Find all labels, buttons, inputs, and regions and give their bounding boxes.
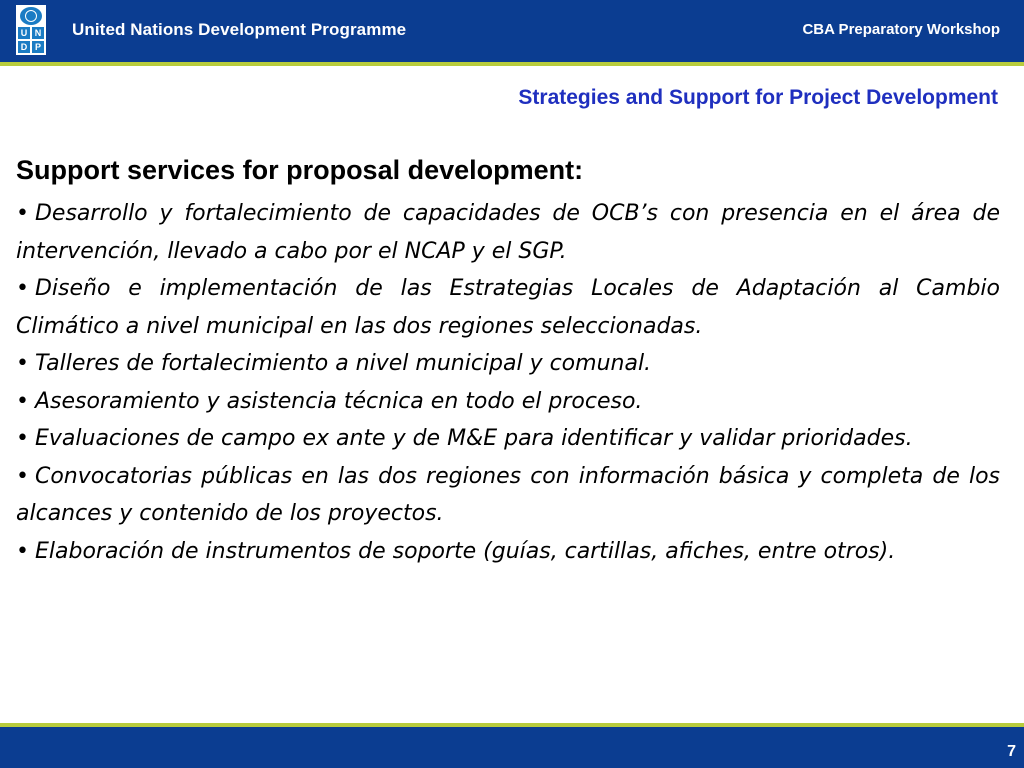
logo-letter: U — [18, 27, 30, 39]
bullet-text: Talleres de fortalecimiento a nivel municipal y comunal. — [34, 351, 652, 376]
logo-letter: P — [32, 41, 44, 53]
bullet-icon: • — [16, 351, 29, 376]
bullet-text: Asesoramiento y asistencia técnica en todo el proceso. — [34, 388, 643, 414]
slide-subtitle: Strategies and Support for Project Development — [518, 86, 998, 109]
logo-letter: N — [32, 27, 44, 39]
bullet-text: Elaboración de instrumentos de soporte (guías, cartillas, afiches, entre otros). — [34, 538, 896, 564]
bullet-item — [16, 533, 1000, 571]
bullet-icon: • — [16, 538, 29, 564]
bullet-text: Desarrollo y fortalecimiento de capacidades de OCB’s con presencia en el área de intervención, llevado a cabo por el NCAP y el SGP. — [16, 201, 1000, 264]
bullet-icon: • — [16, 388, 29, 414]
bullet-item — [16, 383, 1000, 421]
bullet-list — [16, 195, 1000, 570]
logo-letter: D — [18, 41, 30, 53]
bullet-item — [16, 458, 1000, 533]
bullet-item — [16, 270, 1000, 345]
bullet-item — [16, 345, 1000, 383]
bullet-icon: • — [16, 276, 29, 301]
header-bar — [0, 0, 1024, 62]
bullet-item — [16, 195, 1000, 270]
page-number: 7 — [1007, 743, 1016, 760]
bullet-text: Convocatorias públicas en las dos regiones con información básica y completa de los alcances y contenido de los proyectos. — [16, 463, 1000, 526]
workshop-title: CBA Preparatory Workshop — [802, 21, 1000, 38]
bullet-text: Evaluaciones de campo ex ante y de M&E para identificar y validar prioridades. — [34, 426, 913, 451]
un-emblem-icon — [20, 7, 42, 25]
bullet-item — [16, 420, 1000, 458]
header-accent-stripe — [0, 62, 1024, 66]
slide-heading: Support services for proposal development: — [16, 155, 584, 185]
organization-name: United Nations Development Programme — [72, 20, 407, 39]
footer-bar — [0, 727, 1024, 768]
undp-logo — [16, 5, 46, 55]
bullet-icon: • — [16, 463, 29, 489]
bullet-icon: • — [16, 201, 29, 226]
logo-letters — [18, 27, 44, 53]
bullet-text: Diseño e implementación de las Estrategias Locales de Adaptación al Cambio Climático a nivel municipal en las dos regiones seleccionadas. — [16, 276, 1000, 339]
bullet-icon: • — [16, 426, 29, 451]
